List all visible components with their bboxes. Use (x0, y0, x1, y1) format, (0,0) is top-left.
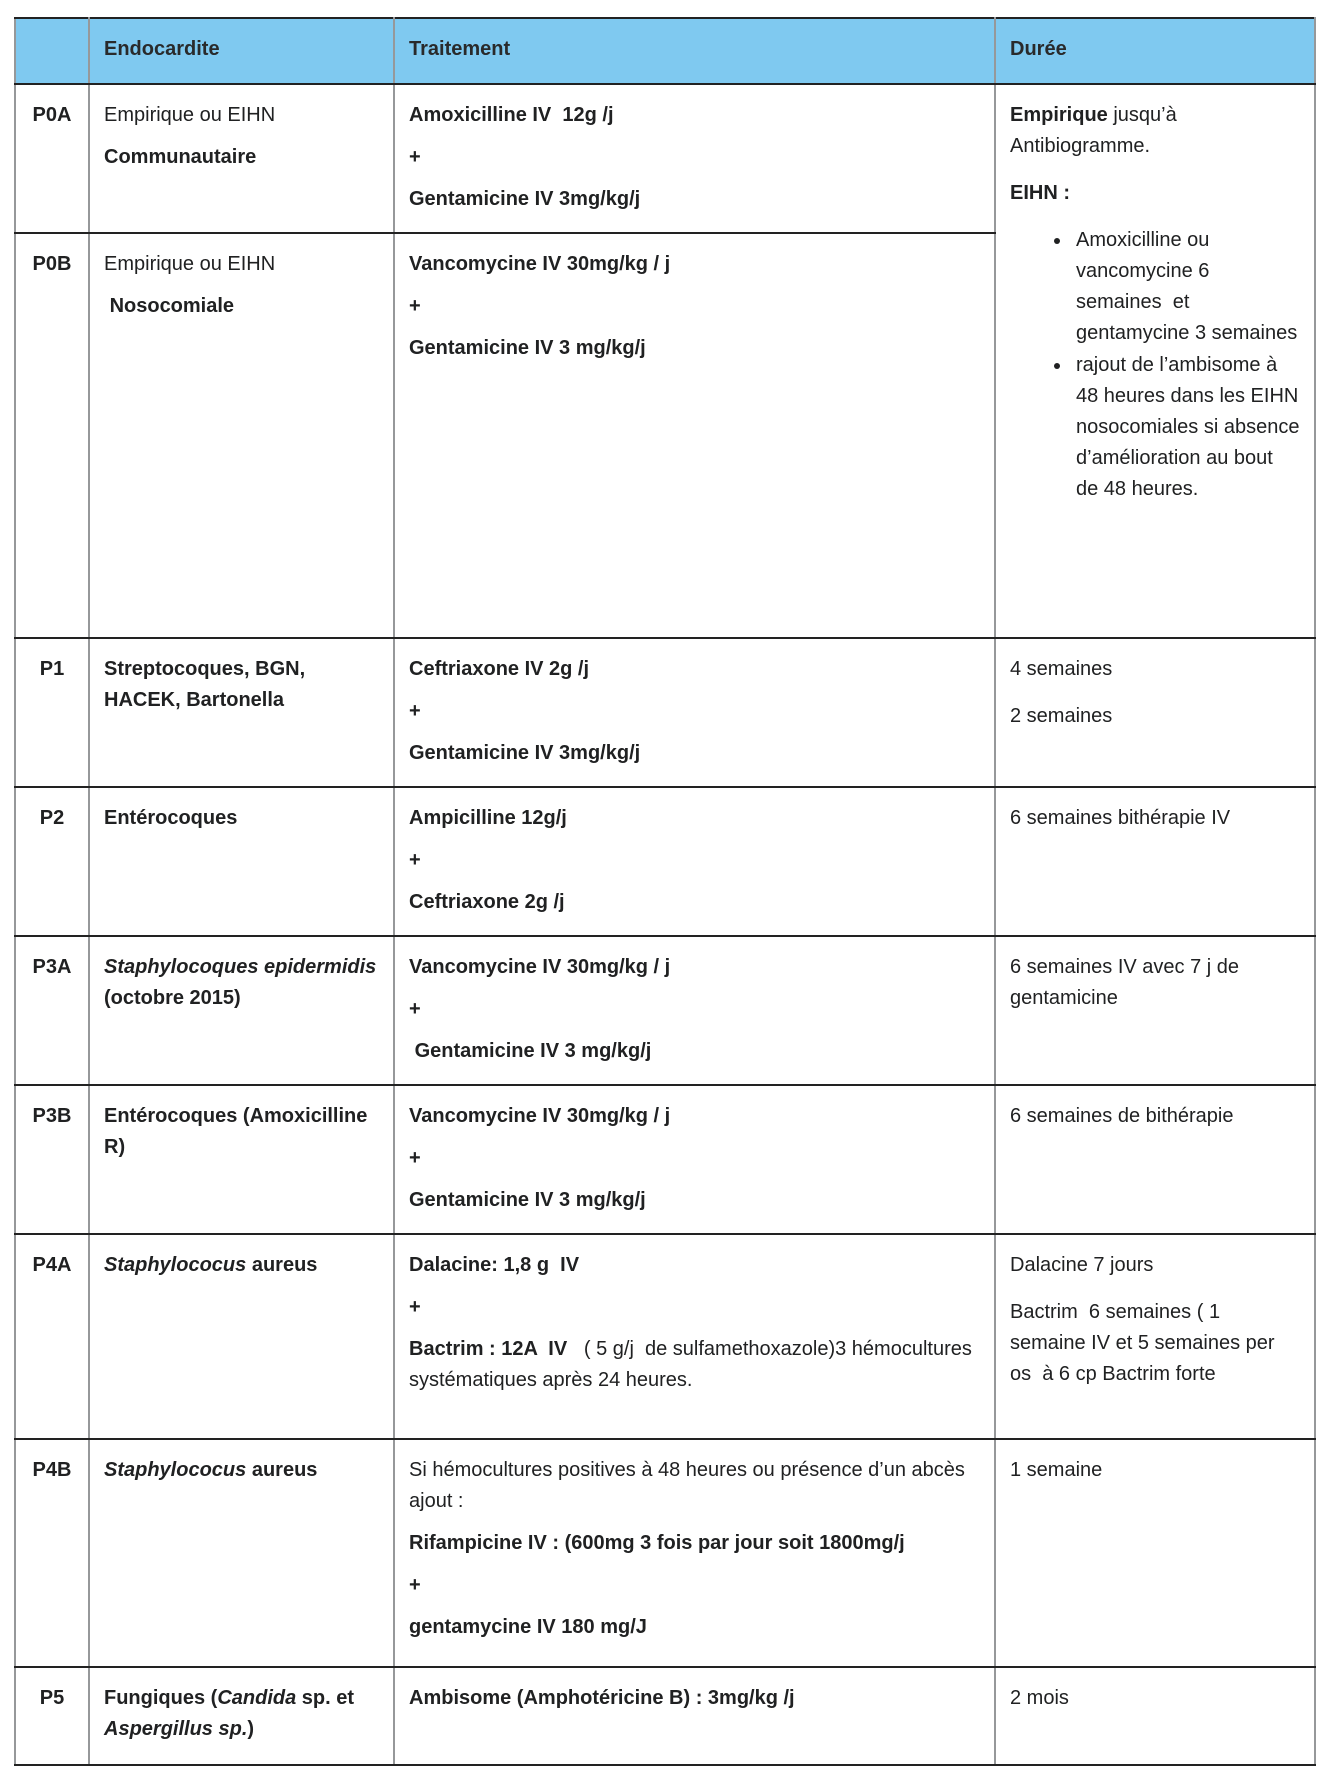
traitement-line: Vancomycine IV 30mg/kg / j (409, 253, 671, 275)
species-name: Staphylococus (104, 1254, 247, 1276)
species-name: Aspergillus sp. (104, 1718, 248, 1740)
row-label-p3a: P3A (15, 936, 89, 1085)
plus-sign: + (409, 998, 421, 1020)
row-label-p2: P2 (15, 787, 89, 936)
endocardite-cell-p1 (89, 638, 394, 787)
traitement-cell-p3a (394, 936, 995, 1085)
species-name: Staphylocoques epidermidis (104, 956, 377, 978)
row-label-p0b: P0B (15, 233, 89, 638)
plus-sign: + (409, 700, 421, 722)
table-row-p0a (15, 84, 1315, 233)
traitement-line: Dalacine: 1,8 g IV (409, 1254, 580, 1276)
traitement-line: Gentamicine IV 3mg/kg/j (409, 188, 641, 210)
table-row-p4b (15, 1439, 1315, 1667)
duree-cell-p4a (995, 1234, 1315, 1439)
traitement-cell-p1 (394, 638, 995, 787)
endocardite-cell-p4a (89, 1234, 394, 1439)
endocardite-text: (octobre 2015) (104, 956, 382, 1009)
duree-bullet-list (1010, 225, 1306, 505)
species-name: Candida (217, 1687, 297, 1709)
table-row-p5 (15, 1667, 1315, 1765)
duree-cell-p4b (995, 1439, 1315, 1667)
traitement-cell-p4b (394, 1439, 995, 1667)
traitement-line: Ceftriaxone 2g /j (409, 891, 565, 913)
endocardite-text: Nosocomiale (104, 295, 235, 317)
duree-text: Dalacine 7 jours (1010, 1254, 1154, 1276)
traitement-line: Gentamicine IV 3 mg/kg/j (409, 1189, 646, 1211)
plus-sign: + (409, 1296, 421, 1318)
plus-sign: + (409, 1574, 421, 1596)
endocardite-cell-p3b (89, 1085, 394, 1234)
traitement-line: Ceftriaxone IV 2g /j (409, 658, 590, 680)
duree-text: 6 semaines de bithérapie (1010, 1105, 1234, 1127)
duree-subheading: EIHN : (1010, 182, 1070, 204)
endocardite-text: Streptocoques, BGN, HACEK, Bartonella (104, 658, 311, 711)
traitement-line: Gentamicine IV 3 mg/kg/j (409, 337, 646, 359)
endocardite-cell-p3a (89, 936, 394, 1085)
duree-emphasis: Empirique (1010, 104, 1108, 126)
row-label-p3b: P3B (15, 1085, 89, 1234)
duree-text: 6 semaines IV avec 7 j de gentamicine (1010, 956, 1245, 1009)
endocardite-text: ) (247, 1718, 255, 1740)
endocardite-cell-p0a (89, 84, 394, 233)
header-cell-empty (15, 18, 89, 84)
row-label-p1: P1 (15, 638, 89, 787)
endocardite-cell-p4b (89, 1439, 394, 1667)
duree-cell-p5 (995, 1667, 1315, 1765)
header-cell-endocardite: Endocardite (89, 18, 394, 84)
traitement-line: Ambisome (Amphotéricine B) : 3mg/kg /j (409, 1687, 795, 1709)
duree-cell-p1 (995, 638, 1315, 787)
table-row-p3a (15, 936, 1315, 1085)
traitement-cell-p4a (394, 1234, 995, 1439)
traitement-note: Si hémocultures positives à 48 heures ou présence d’un abcès ajout : (409, 1459, 971, 1512)
endocardite-text (104, 1683, 379, 1745)
endocardite-text: aureus (246, 1459, 318, 1481)
header-cell-duree: Durée (995, 18, 1315, 84)
traitement-line: Amoxicilline IV 12g /j (409, 104, 614, 126)
drug-name: Bactrim : 12A IV (409, 1338, 568, 1360)
table-row-p1 (15, 638, 1315, 787)
duree-cell-p2 (995, 787, 1315, 936)
duree-text: 6 semaines bithérapie IV (1010, 807, 1231, 829)
traitement-line: gentamycine IV 180 mg/J (409, 1616, 647, 1638)
plus-sign: + (409, 849, 421, 871)
duree-text: 1 semaine (1010, 1459, 1103, 1481)
traitement-cell-p0a (394, 84, 995, 233)
traitement-cell-p0b (394, 233, 995, 638)
table-row-p2 (15, 787, 1315, 936)
duree-text: 2 mois (1010, 1687, 1069, 1709)
endocardite-text (104, 1250, 379, 1281)
endocardite-text: Entérocoques (104, 807, 238, 829)
endocardite-text (104, 1455, 379, 1486)
duree-bullet-item: • Amoxicilline ou vancomycine 6 semaines et gentamycine 3 semaines (1072, 225, 1300, 349)
duree-text: 4 semaines (1010, 658, 1113, 680)
traitement-line: Vancomycine IV 30mg/kg / j (409, 1105, 671, 1127)
header-row (15, 18, 1315, 84)
row-label-p5: P5 (15, 1667, 89, 1765)
traitement-cell-p3b (394, 1085, 995, 1234)
endocardite-cell-p0b (89, 233, 394, 638)
traitement-line (409, 1334, 983, 1396)
traitement-cell-p5 (394, 1667, 995, 1765)
species-name: Staphylococus (104, 1459, 247, 1481)
traitement-line: Gentamicine IV 3 mg/kg/j (409, 1040, 652, 1062)
duree-cell-p3a (995, 936, 1315, 1085)
plus-sign: + (409, 295, 421, 317)
row-label-p4a: P4A (15, 1234, 89, 1439)
header-cell-traitement: Traitement (394, 18, 995, 84)
plus-sign: + (409, 1147, 421, 1169)
duree-bullet-item: • rajout de l’ambisome à 48 heures dans les EIHN nosocomiales si absence d’amélioration au bout de 48 heures. (1072, 350, 1300, 505)
endocardite-text: Communautaire (104, 146, 257, 168)
row-label-p0a: P0A (15, 84, 89, 233)
traitement-line: Rifampicine IV : (600mg 3 fois par jour soit 1800mg/j (409, 1532, 905, 1554)
endocardite-text: Empirique ou EIHN (104, 253, 276, 275)
table-row-p3b (15, 1085, 1315, 1234)
duree-cell-p3b (995, 1085, 1315, 1234)
traitement-note: ( 5 g/j de sulfamethoxazole)3 hémocultures systématiques après 24 heures. (409, 1338, 983, 1391)
endocardite-text: Entérocoques (Amoxicilline R) (104, 1105, 373, 1158)
endocardite-text: aureus (246, 1254, 318, 1276)
traitement-line: Ampicilline 12g/j (409, 807, 567, 829)
traitement-line: Gentamicine IV 3mg/kg/j (409, 742, 641, 764)
duree-text: Bactrim 6 semaines ( 1 semaine IV et 5 semaines per os à 6 cp Bactrim forte (1010, 1301, 1281, 1385)
duree-text: jusqu’à Antibiogramme. (1010, 104, 1182, 157)
duree-paragraph (1010, 100, 1300, 162)
endocardite-text: Empirique ou EIHN (104, 104, 276, 126)
plus-sign: + (409, 146, 421, 168)
row-label-p4b: P4B (15, 1439, 89, 1667)
endocardite-text (104, 952, 382, 1014)
duree-text: 2 semaines (1010, 705, 1113, 727)
traitement-cell-p2 (394, 787, 995, 936)
table-row-p4a (15, 1234, 1315, 1439)
endocardite-text: sp. et (296, 1687, 360, 1709)
endocardite-text: Fungiques ( (104, 1687, 218, 1709)
duree-cell-p0a-p0b (995, 84, 1315, 638)
traitement-line: Vancomycine IV 30mg/kg / j (409, 956, 671, 978)
endocarditis-treatment-table (14, 17, 1316, 1766)
endocardite-cell-p2 (89, 787, 394, 936)
endocardite-cell-p5 (89, 1667, 394, 1765)
